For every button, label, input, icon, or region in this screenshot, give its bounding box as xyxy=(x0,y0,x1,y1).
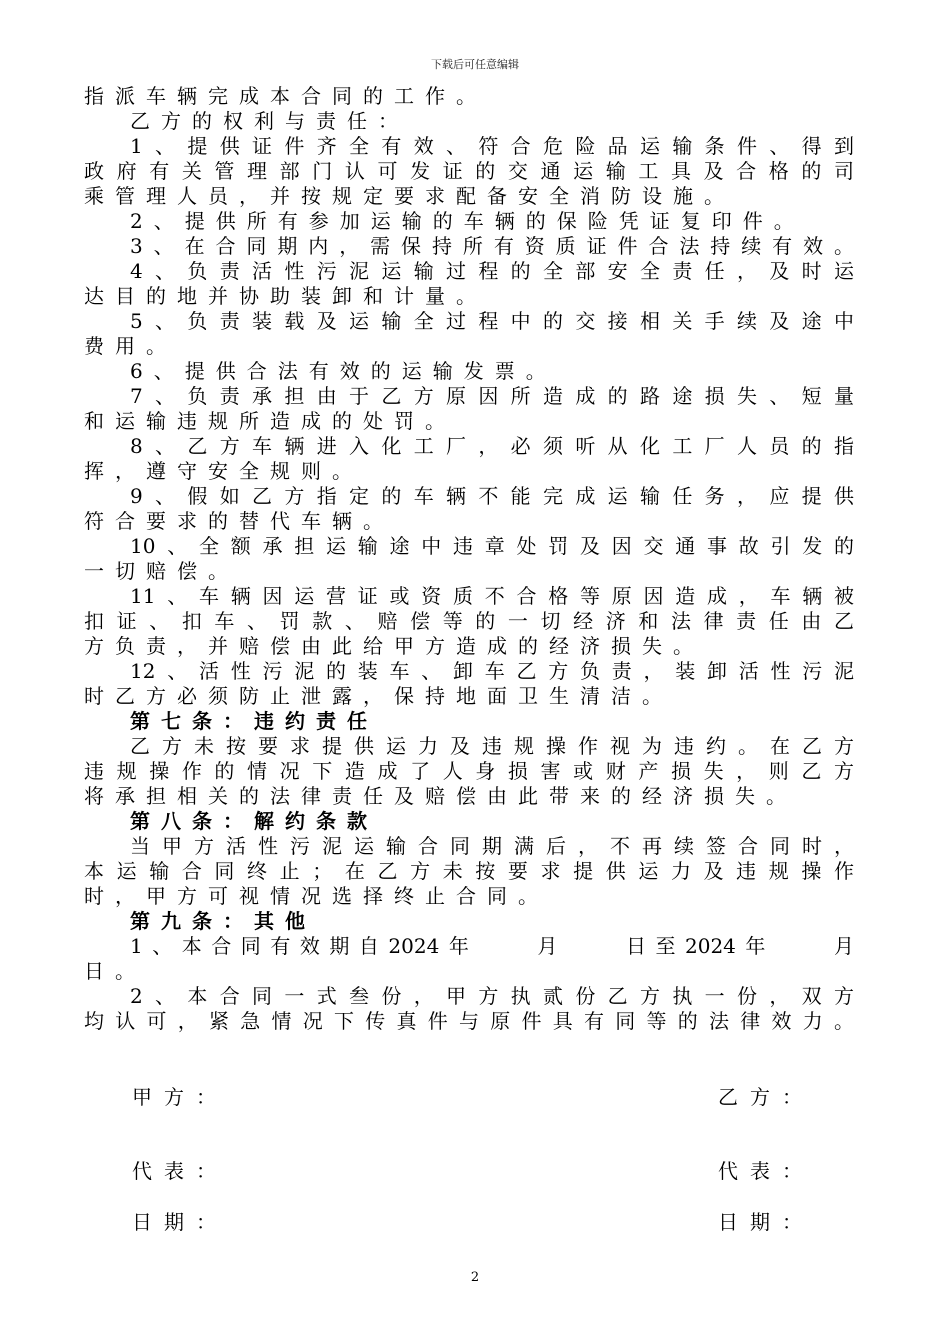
text-line: 扣证、扣车、罚款、赔偿等的一切经济和法律责任由乙 xyxy=(84,609,854,633)
text-line: 乘管理人员，并按规定要求配备安全消防设施。 xyxy=(84,184,735,208)
text-line: 挥，遵守安全规则。 xyxy=(84,459,363,483)
party-a-date-label: 日期： xyxy=(132,1210,228,1234)
text-line: 2、本合同一式叁份，甲方执贰份乙方执一份，双方 xyxy=(130,984,854,1008)
text-line: 11、车辆因运营证或资质不合格等原因造成，车辆被 xyxy=(130,584,854,608)
party-b-date-label: 日期： xyxy=(718,1210,814,1234)
text-line: 日。 xyxy=(84,959,146,983)
text-line: 本运输合同终止；在乙方未按要求提供运力及违规操作 xyxy=(84,859,854,883)
text-line: 5、负责装载及运输全过程中的交接相关手续及途中 xyxy=(130,309,854,333)
text-line: 费用。 xyxy=(84,334,177,358)
text-line: 12、活性污泥的装车、卸车乙方负责，装卸活性污泥 xyxy=(130,659,854,683)
text-line: 4、负责活性污泥运输过程的全部安全责任，及时运 xyxy=(130,259,854,283)
text-line: 乙方未按要求提供运力及违规操作视为违约。在乙方 xyxy=(130,734,854,758)
text-line: 1、提供证件齐全有效、符合危险品运输条件、得到 xyxy=(130,134,854,158)
text-line: 8、乙方车辆进入化工厂，必须听从化工厂人员的指 xyxy=(130,434,854,458)
page-number: 2 xyxy=(470,1270,480,1285)
text-line: 政府有关管理部门认可发证的交通运输工具及合格的司 xyxy=(84,159,854,183)
signature-row-representative xyxy=(132,1158,812,1184)
text-line: 3、在合同期内，需保持所有资质证件合法持续有效。 xyxy=(130,234,854,258)
text-line: 时，甲方可视情况选择终止合同。 xyxy=(84,884,549,908)
party-b-representative-label: 代表： xyxy=(718,1159,814,1183)
text-line: 9、假如乙方指定的车辆不能完成运输任务，应提供 xyxy=(130,484,854,508)
text-line: 当甲方活性污泥运输合同期满后，不再续签合同时， xyxy=(130,834,854,858)
text-line: 和运输违规所造成的处罚。 xyxy=(84,409,456,433)
text-line: 符合要求的替代车辆。 xyxy=(84,509,394,533)
signature-row-party xyxy=(132,1084,812,1110)
text-line: 将承担相关的法律责任及赔偿由此带来的经济损失。 xyxy=(84,784,797,808)
text-line: 违规操作的情况下造成了人身损害或财产损失，则乙方 xyxy=(84,759,854,783)
text-line: 均认可，紧急情况下传真件与原件具有同等的法律效力。 xyxy=(84,1009,854,1033)
signature-row-date xyxy=(132,1209,812,1235)
text-line: 一切赔偿。 xyxy=(84,559,239,583)
party-a-representative-label: 代表： xyxy=(132,1159,228,1183)
party-a-label: 甲方： xyxy=(132,1085,228,1109)
text-line: 乙方的权利与责任： xyxy=(130,109,409,133)
text-line: 指派车辆完成本合同的工作。 xyxy=(84,84,487,108)
text-line: 1、本合同有效期自2024年 月 日至2024年 月 xyxy=(130,934,854,958)
text-line: 2、提供所有参加运输的车辆的保险凭证复印件。 xyxy=(130,209,805,233)
section-heading: 第八条：解约条款 xyxy=(130,809,378,833)
text-line: 时乙方必须防止泄露，保持地面卫生清洁。 xyxy=(84,684,673,708)
party-b-label: 乙方： xyxy=(718,1085,814,1109)
page-header-note: 下载后可任意编辑 xyxy=(431,58,519,71)
text-line: 7、负责承担由于乙方原因所造成的路途损失、短量 xyxy=(130,384,854,408)
text-line: 达目的地并协助装卸和计量。 xyxy=(84,284,487,308)
section-heading: 第九条：其他 xyxy=(130,909,316,933)
contract-body xyxy=(84,84,854,1034)
text-line: 10、全额承担运输途中违章处罚及因交通事故引发的 xyxy=(130,534,854,558)
section-heading: 第七条：违约责任 xyxy=(130,709,378,733)
text-line: 方负责，并赔偿由此给甲方造成的经济损失。 xyxy=(84,634,704,658)
text-line: 6、提供合法有效的运输发票。 xyxy=(130,359,557,383)
